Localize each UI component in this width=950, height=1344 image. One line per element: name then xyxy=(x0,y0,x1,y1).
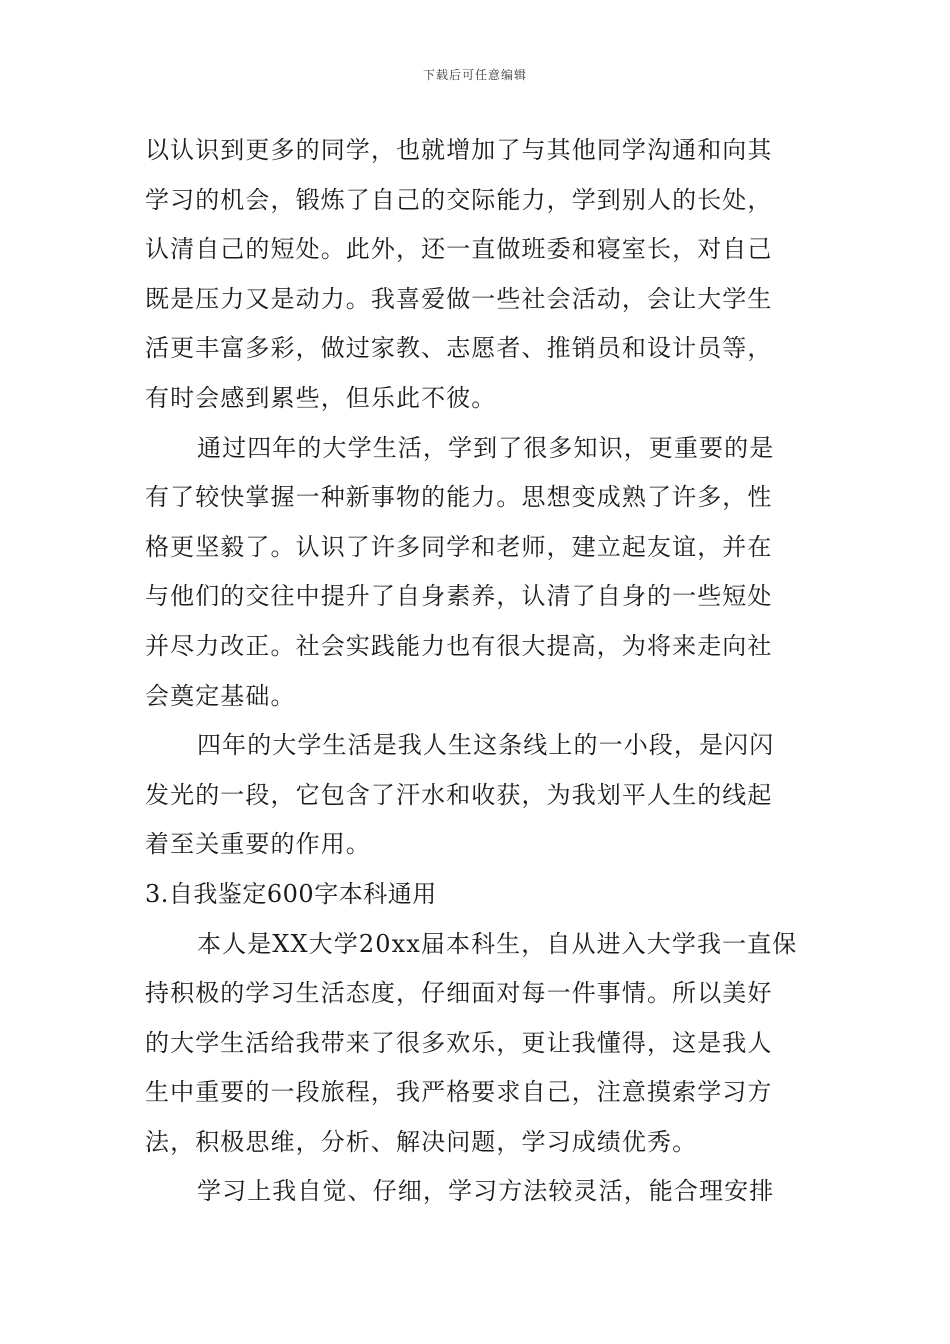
text-line: 学习的机会，锻炼了自己的交际能力，学到别人的长处， xyxy=(145,185,773,214)
document-body xyxy=(145,126,810,1217)
text-line: 并尽力改正。社会实践能力也有很大提高，为将来走向社 xyxy=(145,631,773,660)
section-heading: 3.自我鉴定600字本科通用 xyxy=(145,879,437,908)
text-line: 有了较快掌握一种新事物的能力。思想变成熟了许多，性 xyxy=(145,483,773,512)
text-line: 法，积极思维，分析、解决问题，学习成绩优秀。 xyxy=(145,1127,698,1156)
text-line: 以认识到更多的同学，也就增加了与其他同学沟通和向其 xyxy=(145,136,773,164)
text-line: 会奠定基础。 xyxy=(145,681,296,710)
text-line: 的大学生活给我带来了很多欢乐，更让我懂得，这是我人 xyxy=(145,1028,773,1057)
paragraph-first-line: 四年的大学生活是我人生这条线上的一小段，是闪闪 xyxy=(197,731,775,760)
paragraph-first-line: 学习上我自觉、仔细，学习方法较灵活，能合理安排 xyxy=(197,1177,775,1206)
text-line: 与他们的交往中提升了自身素养，认清了自身的一些短处 xyxy=(145,582,773,611)
text-line: 格更坚毅了。认识了许多同学和老师，建立起友谊，并在 xyxy=(145,532,773,561)
text-line: 生中重要的一段旅程，我严格要求自己，注意摸索学习方 xyxy=(145,1078,773,1107)
text-line: 持积极的学习生活态度，仔细面对每一件事情。所以美好 xyxy=(145,979,773,1008)
text-line: 有时会感到累些，但乐此不彼。 xyxy=(145,383,497,412)
paragraph-first-line: 本人是XX大学20xx届本科生，自从进入大学我一直保 xyxy=(197,929,798,958)
text-line: 发光的一段，它包含了汗水和收获，为我划平人生的线起 xyxy=(145,780,773,809)
text-line: 着至关重要的作用。 xyxy=(145,830,371,859)
text-line: 活更丰富多彩，做过家教、志愿者、推销员和设计员等， xyxy=(145,334,773,363)
paragraph-first-line: 通过四年的大学生活，学到了很多知识，更重要的是 xyxy=(197,433,775,462)
text-line: 认清自己的短处。此外，还一直做班委和寝室长，对自己 xyxy=(145,235,773,264)
text-line: 既是压力又是动力。我喜爱做一些社会活动，会让大学生 xyxy=(145,284,773,313)
page-header: 下载后可任意编辑 xyxy=(422,68,527,82)
